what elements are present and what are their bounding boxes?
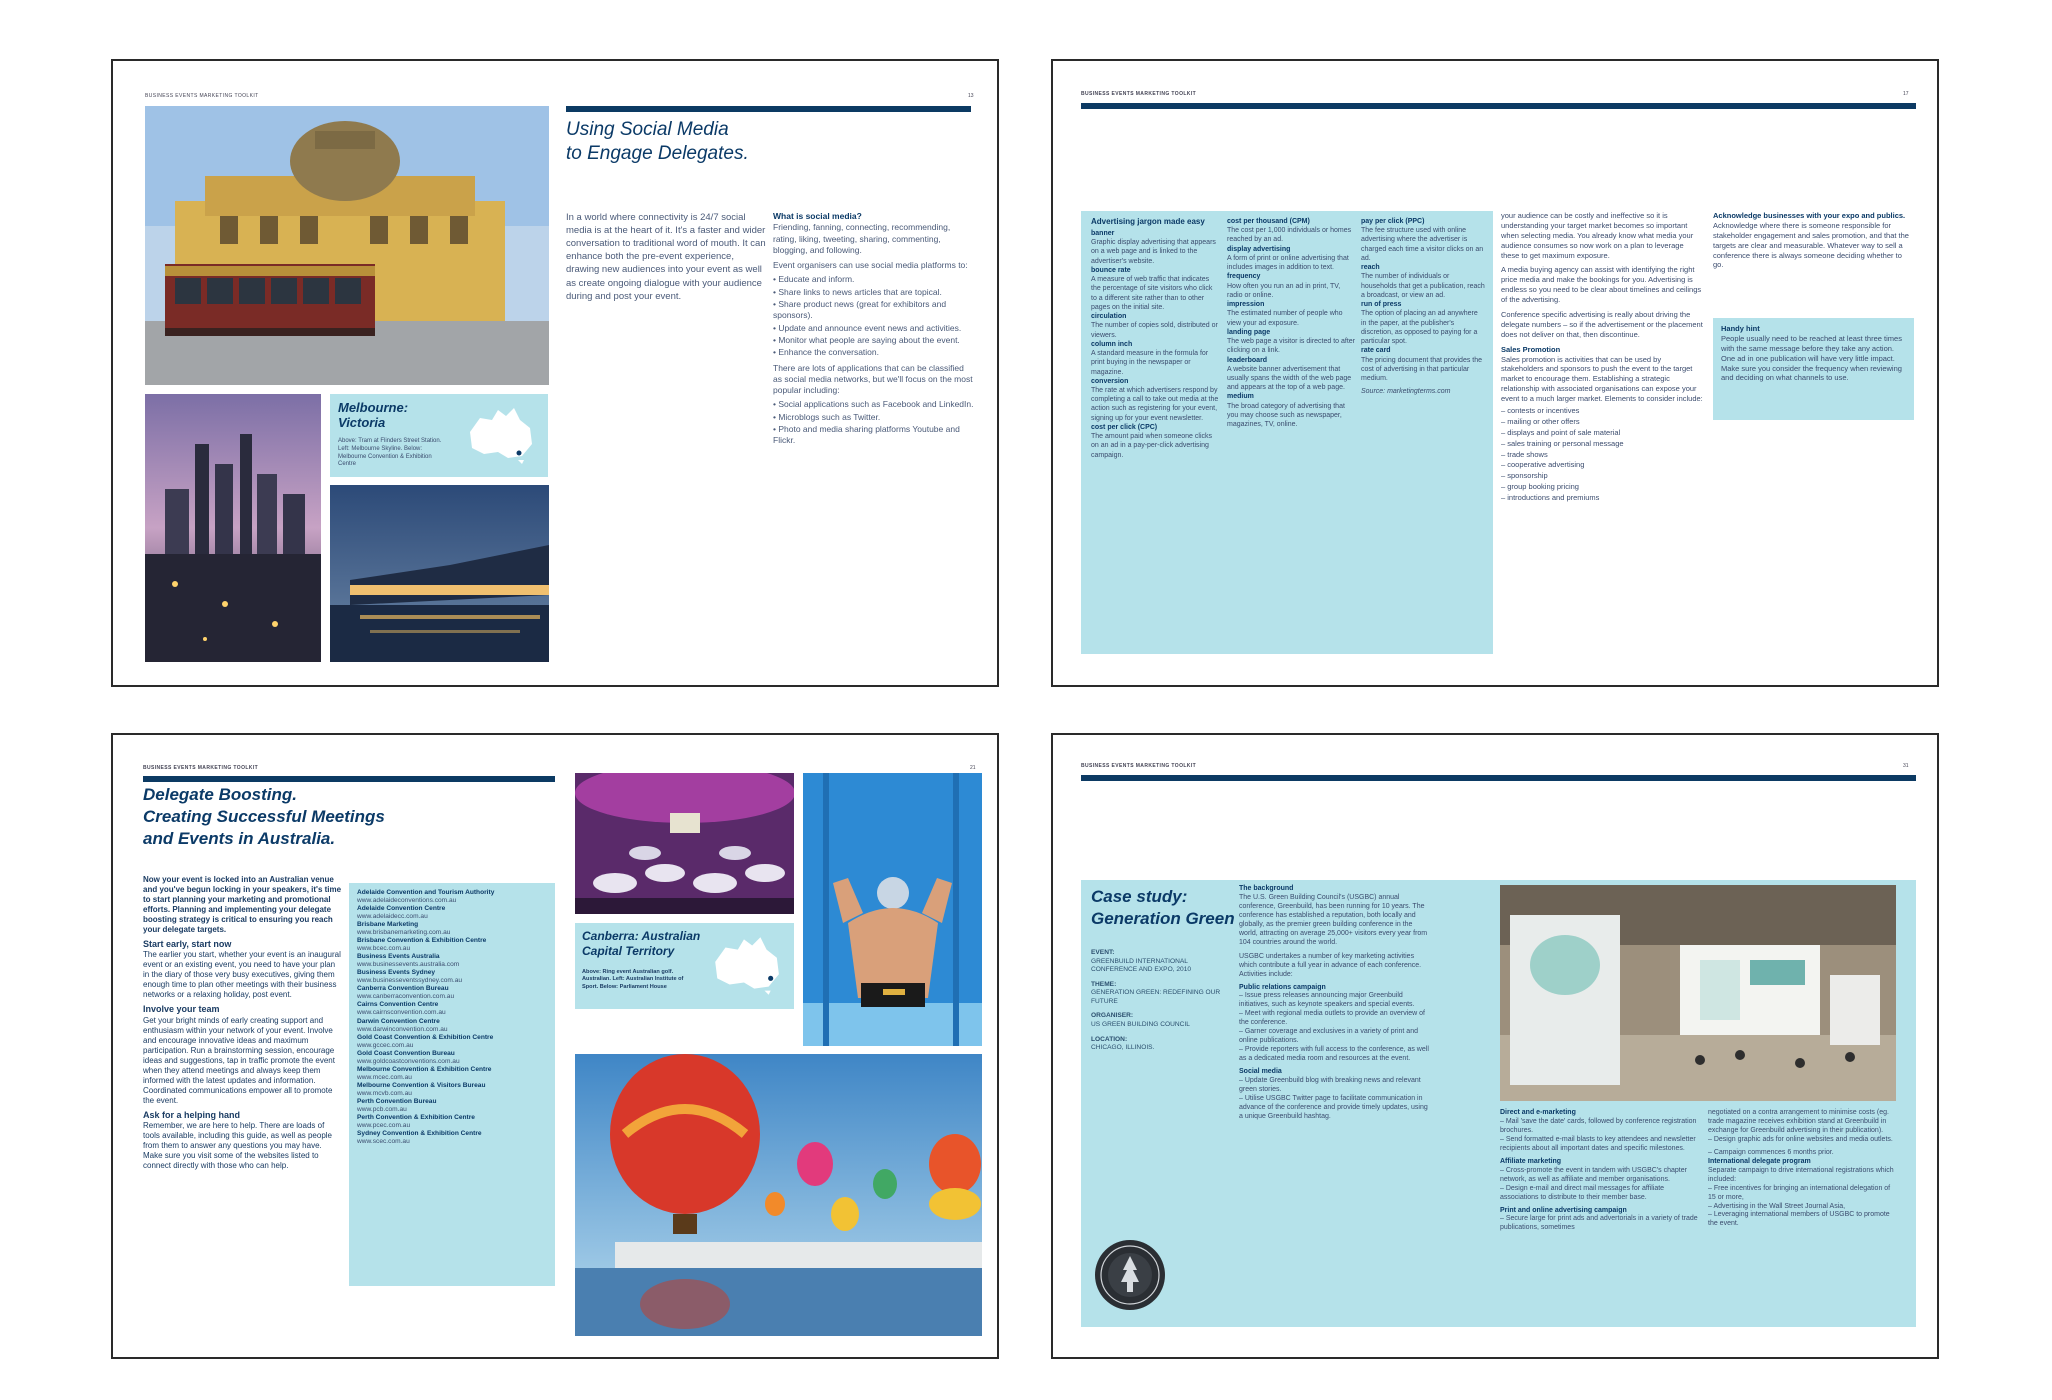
bureau-name: Business Events Sydney: [357, 969, 436, 977]
what-text: Friending, fanning, connecting, recommending, rating, liking, tweeting, sharing, commenting, blogging, and following.: [773, 222, 951, 255]
title-rule: [143, 776, 555, 782]
list-item: • Share product news (great for exhibitors and sponsors).: [773, 299, 947, 321]
term: reach: [1361, 264, 1380, 272]
melbourne-panel: [330, 394, 548, 477]
page-number: 21: [970, 765, 976, 771]
canberra-title-2: Capital Territory: [582, 944, 675, 958]
paragraph: Sales promotion is activities that can be used by stakeholders and sponsors to push the event to the target market to encourage them. Establishing a strategic relationship with associated organisations can expose your event to a much larger market. Elements to consider include:: [1501, 354, 1703, 404]
bureau-url: www.adelaidecc.com.au: [357, 913, 428, 921]
case-column-1: [1239, 885, 1431, 1122]
meta-value: CHICAGO, ILLINOIS.: [1091, 1044, 1155, 1052]
paragraph: The U.S. Green Building Council's (USGBC) annual conference, Greenbuild, has been running for 10 years. The conference has established a reputation, both locally and globally, as the premier green building conference in the world, attracting on average 25,000+ visitors every year from 104 countries around the world.: [1239, 893, 1428, 946]
gala-dinner-photo: [575, 773, 794, 914]
term: impression: [1227, 301, 1265, 309]
list-item: – Garner coverage and exclusives in a variety of print and online publications.: [1239, 1028, 1418, 1045]
running-header: BUSINESS EVENTS MARKETING TOOLKIT: [1081, 91, 1197, 97]
list-item: – Mail 'save the date' cards, followed by conference registration brochures.: [1500, 1117, 1697, 1134]
canberra-panel: [575, 923, 794, 1009]
page-number: 13: [968, 93, 974, 99]
bureau-name: Canberra Convention Bureau: [357, 985, 449, 993]
list-item: negotiated on a contra arrangement to minimise costs (eg. trade magazine receives exhibition stand at Greenbuild in exchange for Greenbuild advertising in their publication).: [1708, 1109, 1889, 1134]
list-item: • Educate and inform.: [773, 274, 855, 285]
jargon-column-2: [1227, 217, 1355, 429]
term: conversion: [1091, 377, 1129, 385]
bureau-url: www.bcec.com.au: [357, 945, 411, 953]
spread-social-media: [111, 59, 999, 687]
list-item: – sales training or personal message: [1501, 438, 1624, 448]
case-title-2: Generation Green: [1091, 909, 1235, 928]
definition: The rate at which advertisers respond by completing a call to take out media at the action such as registering for your event, signing up for your event newsletter.: [1091, 386, 1219, 422]
bureau-name: Adelaide Convention and Tourism Authority: [357, 889, 495, 896]
running-header: BUSINESS EVENTS MARKETING TOOLKIT: [1081, 763, 1197, 769]
bureau-url: www.pcec.com.au: [357, 1121, 411, 1129]
convention-centre-photo: [330, 485, 549, 662]
list-item: • Photo and media sharing platforms Youtube and Flickr.: [773, 424, 960, 446]
running-header: BUSINESS EVENTS MARKETING TOOLKIT: [143, 765, 259, 771]
meta-value: GREENBUILD INTERNATIONAL CONFERENCE AND EXPO, 2010: [1091, 957, 1192, 974]
spread-case-study: [1051, 733, 1939, 1359]
definition: The fee structure used with online advertising where the advertiser is charged each time a visitor clicks on an ad.: [1361, 227, 1484, 262]
list-item: – Free incentives for bringing an international delegation of 15 or more,: [1708, 1184, 1891, 1201]
bureau-name: Melbourne Convention & Exhibition Centre: [357, 1065, 492, 1073]
source-note: Source: marketingterms.com: [1361, 388, 1451, 396]
what-heading: What is social media?: [773, 211, 862, 221]
page-title-line1: Using Social Media: [566, 119, 729, 140]
paragraph: Remember, we are here to help. There are loads of tools available, including this guide, as well as people from them to answer any questions you may have. Make sure you visit some of the websites listed to connect directly with those who can help.: [143, 1120, 333, 1170]
subhead: Involve your team: [143, 1004, 220, 1015]
swimmer-photo: [803, 773, 982, 1046]
term: leaderboard: [1227, 356, 1268, 364]
bureau-name: Darwin Convention Centre: [357, 1017, 440, 1025]
definition: The estimated number of people who view your ad exposure.: [1227, 310, 1343, 327]
bureau-name: Cairns Convention Centre: [357, 1001, 439, 1009]
list-item: – Design e-mail and direct mail messages for affiliate associations to distribute to their member base.: [1500, 1184, 1665, 1201]
subhead: Ask for a helping hand: [143, 1109, 241, 1120]
section-heading: Public relations campaign: [1239, 983, 1326, 991]
list-item: – Utilise USGBC Twitter page to facilitate communication in advance of the conference and provide timely updates, using a unique Greenbuild hashtag.: [1239, 1094, 1428, 1120]
australia-map-icon: [707, 933, 783, 997]
section-heading: Print and online advertising campaign: [1500, 1206, 1627, 1214]
bureau-url: www.canberraconvention.com.au: [357, 993, 455, 1001]
bureau-name: Business Events Australia: [357, 953, 440, 961]
definition: A form of print or online advertising that includes images in addition to text.: [1227, 254, 1349, 272]
definition: The web page a visitor is directed to after clicking on a link.: [1227, 338, 1356, 355]
list-item: – Update Greenbuild blog with breaking news and relevant green stories.: [1239, 1077, 1421, 1094]
section-heading: Direct and e-marketing: [1500, 1109, 1576, 1116]
list-item: • Share links to news articles that are topical.: [773, 286, 942, 297]
list-item: – Issue press releases announcing major Greenbuild initiatives, such as keynote speakers and special events.: [1239, 992, 1415, 1009]
definition: Graphic display advertising that appears on a web page and is linked to the advertiser's website.: [1091, 239, 1216, 265]
melbourne-skyline-photo: [145, 394, 321, 662]
bureau-name: Melbourne Convention & Visitors Bureau: [357, 1081, 486, 1089]
tram-flinders-street-photo: [145, 106, 549, 385]
intro-column: [143, 875, 343, 1171]
subhead: Start early, start now: [143, 939, 232, 949]
bureau-url: www.darwinconvention.com.au: [357, 1025, 448, 1033]
hot-air-balloons-photo: [575, 1054, 982, 1336]
spread-delegate-boosting: [111, 733, 999, 1359]
city-title-1: Melbourne:: [338, 400, 409, 415]
list-item: • Monitor what people are saying about the event.: [773, 334, 960, 345]
definition: The number of copies sold, distributed or viewers.: [1091, 322, 1218, 339]
case-title-1: Case study:: [1091, 887, 1188, 906]
list-item: – Design graphic ads for online websites and media outlets.: [1708, 1135, 1893, 1143]
page-title-line1: Delegate Boosting.: [143, 785, 297, 804]
canberra-title-1: Canberra: Australian: [582, 929, 701, 943]
section-heading: Affiliate marketing: [1500, 1157, 1562, 1165]
list-item: – trade shows: [1501, 449, 1548, 459]
bureau-name: Perth Convention Bureau: [357, 1097, 437, 1105]
meta-label: LOCATION:: [1091, 1035, 1128, 1043]
term: pay per click (PPC): [1361, 218, 1425, 225]
page-title-line2: Creating Successful Meetings: [143, 807, 385, 826]
list-item: – Provide reporters with full access to the conference, as well as a dedicated media room and resources at the event.: [1239, 1046, 1429, 1063]
term: frequency: [1227, 273, 1261, 281]
term: cost per click (CPC): [1091, 423, 1158, 431]
intro-paragraph: In a world where connectivity is 24/7 social media is at the heart of it. It's a faster and wider conversation to traditional word of mouth. It can enhance both the pre-event experience, drawing new audiences into your event as well as create ongoing dialogue with your audience during and post your event.: [566, 212, 766, 302]
list-item: • Microblogs such as Twitter.: [773, 411, 881, 422]
greenbuild-expo-photo: [1500, 885, 1896, 1101]
list-item: • Enhance the conversation.: [773, 347, 879, 358]
meta-label: THEME:: [1091, 980, 1117, 988]
definition: How often you run an ad in print, TV, radio or online.: [1227, 282, 1341, 299]
title-rule: [1081, 775, 1916, 781]
section-heading: The background: [1239, 885, 1294, 892]
term: run of press: [1361, 301, 1402, 309]
meta-value: US GREEN BUILDING COUNCIL: [1091, 1020, 1190, 1028]
list-item: – Leveraging international members of USGBC to promote the event.: [1708, 1211, 1890, 1228]
list-item: – displays and point of sale material: [1501, 427, 1621, 437]
bureau-url: www.businessevents.australia.com: [357, 961, 460, 969]
bureau-name: Gold Coast Convention Bureau: [357, 1049, 455, 1057]
running-header: BUSINESS EVENTS MARKETING TOOLKIT: [145, 93, 259, 99]
bureau-url: www.adelaideconventions.com.au: [357, 897, 457, 905]
apps-text: There are lots of applications that can be classified as social media networks, but we'll focus on the most popular including:: [773, 362, 973, 396]
list-item: – group booking pricing: [1501, 482, 1579, 492]
paragraph: USGBC undertakes a number of key marketing activities which contribute a full year in advance of each conference. Activities include:: [1239, 952, 1422, 978]
body-column-5: [1713, 211, 1913, 270]
paragraph: Acknowledge where there is someone responsible for stakeholder engagement and sales promotion, and that the targets are clear and measurable. Whatever way to sell a conference there is always someone deciding whether to go.: [1713, 220, 1909, 270]
paragraph: Get your bright minds of early creating support and enthusiasm within your network of your event. Involve and encourage innovative ideas and maximum participation. Run a brainstorming session, encourage ideas and suggestions, tap in traffic promote the event when they attend meetings and always keep them informed with the latest updates and information. Coordinated communications empower all to promote the event.: [143, 1015, 335, 1105]
bureau-url: www.cairnsconvention.com.au: [357, 1009, 446, 1017]
bureau-list: [357, 889, 549, 1146]
list-item: – Campaign commences 6 months prior.: [1708, 1148, 1834, 1156]
handy-hint-title: Handy hint: [1721, 324, 1760, 333]
list-item: • Update and announce event news and activities.: [773, 322, 962, 333]
case-column-3: [1708, 1109, 1898, 1229]
page-number: 31: [1903, 763, 1909, 769]
list-item: – contests or incentives: [1501, 406, 1580, 416]
title-rule: [1081, 103, 1916, 109]
definition: The pricing document that provides the cost of advertising in that particular medium.: [1361, 356, 1483, 382]
term: display advertising: [1227, 245, 1291, 253]
list-item: – Secure large for print ads and advertorials in a variety of trade publications, sometimes: [1500, 1215, 1698, 1232]
handy-hint-content: [1721, 324, 1907, 383]
organisers-text: Event organisers can use social media platforms to:: [773, 260, 968, 271]
paragraph: Separate campaign to drive international registrations which included:: [1708, 1166, 1894, 1183]
definition: The cost per 1,000 individuals or homes reached by an ad.: [1227, 227, 1352, 244]
list-item: – cooperative advertising: [1501, 460, 1585, 470]
bureau-url: www.brisbanemarketing.com.au: [357, 929, 451, 937]
jargon-column-1: [1091, 229, 1219, 460]
list-item: – Meet with regional media outlets to provide an overview of the conference.: [1239, 1010, 1425, 1027]
list-item: – introductions and premiums: [1501, 493, 1600, 503]
term: column inch: [1091, 340, 1133, 348]
title-rule: [566, 106, 971, 112]
social-media-column: [773, 211, 975, 448]
definition: The amount paid when someone clicks on an ad in a pay-per-click advertising campaign.: [1091, 433, 1213, 459]
usgbc-seal-logo: [1093, 1238, 1167, 1312]
case-column-2: [1500, 1109, 1700, 1233]
meta-label: ORGANISER:: [1091, 1012, 1134, 1020]
bureau-name: Brisbane Convention & Exhibition Centre: [357, 937, 487, 945]
term: circulation: [1091, 313, 1127, 321]
city-title-2: Victoria: [338, 415, 386, 430]
term: rate card: [1361, 347, 1391, 355]
paragraph: The earlier you start, whether your event is an inaugural event or an existing event, you need to have your plan in the diary of those very busy executives, giving them enough time to plan other meetings with their business networks or a relaxing holiday, post event.: [143, 950, 341, 1000]
bureau-url: www.mcvb.com.au: [357, 1089, 412, 1097]
definition: A measure of web traffic that indicates the percentage of site visitors who click to a different site rather than to other pages on the initial site.: [1091, 276, 1213, 311]
bureau-url: www.pcb.com.au: [357, 1105, 407, 1113]
col5-heading: Acknowledge businesses with your expo and publics.: [1713, 211, 1906, 220]
bureau-url: www.mcec.com.au: [357, 1073, 412, 1081]
paragraph: your audience can be costly and ineffective so it is understanding your target market becomes so important when selecting media. You already know what media your audience consumes so now work on a plan to leverage these to get maximum exposure.: [1501, 211, 1694, 260]
meta-value: GENERATION GREEN: REDEFINING OUR FUTURE: [1091, 989, 1221, 1005]
australia-map-icon: [462, 404, 536, 466]
section-heading: Social media: [1239, 1068, 1282, 1076]
case-meta: [1091, 949, 1221, 1053]
page-title-line3: and Events in Australia.: [143, 829, 336, 848]
list-item: – Advertising in the Wall Street Journal Asia,: [1708, 1202, 1846, 1210]
section-heading: International delegate program: [1708, 1157, 1811, 1165]
list-item: • Social applications such as Facebook and LinkedIn.: [773, 399, 974, 410]
spread-advertising-jargon: [1051, 59, 1939, 687]
bureau-url: www.gccec.com.au: [357, 1041, 414, 1049]
jargon-panel: [1081, 211, 1493, 654]
list-item: – Cross-promote the event in tandem with USGBC's chapter network, as well as affiliate and member organisations.: [1500, 1166, 1687, 1183]
bureau-list-panel: [349, 883, 555, 1286]
list-item: – Send formatted e-mail blasts to key attendees and newsletter recipients about all important dates and specific milestones.: [1500, 1135, 1696, 1152]
bureau-name: Adelaide Convention Centre: [357, 905, 446, 913]
definition: A standard measure in the formula for print buying in the newspaper or magazine.: [1091, 350, 1209, 376]
jargon-column-3: [1361, 217, 1485, 396]
handy-hint-text: People usually need to be reached at least three times with the same message before they take any action. One ad in one publication will have very little impact. Make sure you consider the frequency when reviewing and deciding on what channels to use.: [1721, 333, 1902, 383]
bureau-name: Gold Coast Convention & Exhibition Centre: [357, 1033, 494, 1041]
jargon-title: Advertising jargon made easy: [1091, 217, 1205, 226]
canberra-caption: Above: Ring event Australian golf. Australian. Left: Australian Institute of Sport. Below: Parliament House: [582, 969, 684, 990]
bureau-name: Brisbane Marketing: [357, 921, 419, 929]
bureau-url: www.businesseventssydney.com.au: [357, 977, 463, 985]
term: bounce rate: [1091, 266, 1131, 274]
term: cost per thousand (CPM): [1227, 218, 1310, 225]
bureau-url: www.goldcoastconventions.com.au: [357, 1057, 460, 1065]
definition: The number of individuals or households that get a publication, reach a broadcast, or view an ad.: [1361, 273, 1485, 299]
definition: A website banner advertisement that usually spans the width of the web page and appears at the top of a web page.: [1227, 365, 1352, 392]
term: landing page: [1227, 328, 1271, 336]
paragraph: A media buying agency can assist with identifying the right price media and make the bookings for you. Advertising is endless so you need to be clear about timelines and ceilings of the advertising.: [1501, 265, 1702, 305]
body-column-4: [1501, 211, 1703, 504]
page-number: 17: [1903, 91, 1909, 97]
bureau-url: www.scec.com.au: [357, 1137, 410, 1145]
photo-caption: Above: Tram at Flinders Street Station. Left: Melbourne Skyline. Below: Melbourne Convention & Exhibition Centre: [338, 438, 442, 468]
handy-hint-panel: [1713, 318, 1914, 420]
paragraph: Conference specific advertising is really about driving the delegate numbers – so if the advertisement or the placement does not deliver on that, then discontinue.: [1501, 310, 1703, 339]
definition: The option of placing an ad anywhere in the paper, at the publisher's discretion, as opposed to paying for a particular spot.: [1361, 310, 1478, 346]
definition: The broad category of advertising that you may choose such as newspaper, magazines, TV, online.: [1227, 402, 1345, 429]
page-title-line2: to Engage Delegates.: [566, 143, 749, 164]
term: medium: [1227, 393, 1254, 401]
bureau-name: Perth Convention & Exhibition Centre: [357, 1113, 475, 1121]
list-item: – mailing or other offers: [1501, 416, 1580, 426]
term: banner: [1091, 230, 1115, 237]
bureau-name: Sydney Convention & Exhibition Centre: [357, 1129, 482, 1137]
intro-paragraph: Now your event is locked into an Australian venue and you've begun locking in your speakers, it's time to start planning your marketing and promotional efforts. Planning and implementing your delegate boosting strategy is critical to ensuring you reach your delegate targets.: [143, 875, 342, 934]
list-item: – sponsorship: [1501, 471, 1548, 481]
sales-heading: Sales Promotion: [1501, 344, 1561, 354]
meta-label: EVENT:: [1091, 949, 1115, 956]
